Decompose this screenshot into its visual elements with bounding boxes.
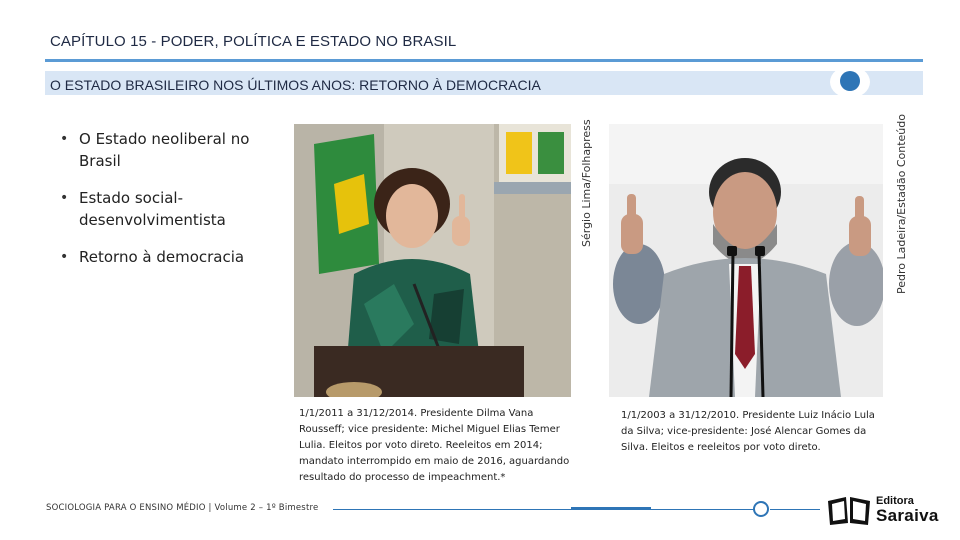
bullet-text: Estado social-desenvolvimentista: [79, 189, 226, 229]
photo-lula-da-silva: [609, 124, 883, 397]
bullet-icon: •: [60, 131, 69, 147]
bullet-text: O Estado neoliberal no Brasil: [79, 130, 250, 170]
photo-credit-dilma: Sérgio Lima/Folhapress: [580, 119, 593, 247]
bullet-text: Retorno à democracia: [79, 248, 245, 266]
bullet-item: [60, 128, 290, 172]
footer-divider-right: [770, 509, 820, 510]
bullet-item: [60, 187, 290, 231]
logo-text-editora: Editora: [876, 495, 914, 507]
footer-ring-icon: [753, 501, 769, 517]
footer-divider: [333, 509, 758, 510]
bullet-list: [60, 128, 290, 283]
open-book-icon: [826, 495, 872, 527]
footer-progress-accent: [571, 507, 651, 510]
photo-dilma-illustration: [294, 124, 571, 397]
section-dot-icon: [840, 71, 860, 91]
photo-caption-lula: 1/1/2003 a 31/12/2010. Presidente Luiz Inácio Lula da Silva; vice-presidente: José Alencar Gomes da Silva. Eleitos e reeleitos por voto direto.: [621, 410, 875, 453]
bullet-icon: •: [60, 249, 69, 265]
bullet-item: [60, 246, 290, 268]
section-title: O ESTADO BRASILEIRO NOS ÚLTIMOS ANOS: RETORNO À DEMOCRACIA: [50, 77, 541, 93]
section-circle-icon: [830, 66, 870, 98]
chapter-title: CAPÍTULO 15 - PODER, POLÍTICA E ESTADO NO BRASIL: [50, 33, 457, 50]
photo-lula-illustration: [609, 124, 883, 397]
logo-text-saraiva: Saraiva: [876, 506, 939, 525]
photo-credit-lula: Pedro Ladeira/Estadão Conteúdo: [895, 114, 908, 294]
photo-dilma-rousseff: [294, 124, 571, 397]
photo-caption-dilma: 1/1/2011 a 31/12/2014. Presidente Dilma Vana Rousseff; vice presidente: Michel Miguel Elias Temer Lulia. Eleitos por voto direto. Reeleitos em 2014; mandato interrompido em maio de 2016, aguardando resultado do processo de impeachment.*: [299, 408, 570, 483]
bullet-icon: •: [60, 190, 69, 206]
footer-course-label: SOCIOLOGIA PARA O ENSINO MÉDIO | Volume 2 – 1º Bimestre: [46, 503, 319, 513]
header-divider: [45, 59, 923, 62]
editora-saraiva-logo: [826, 494, 946, 528]
